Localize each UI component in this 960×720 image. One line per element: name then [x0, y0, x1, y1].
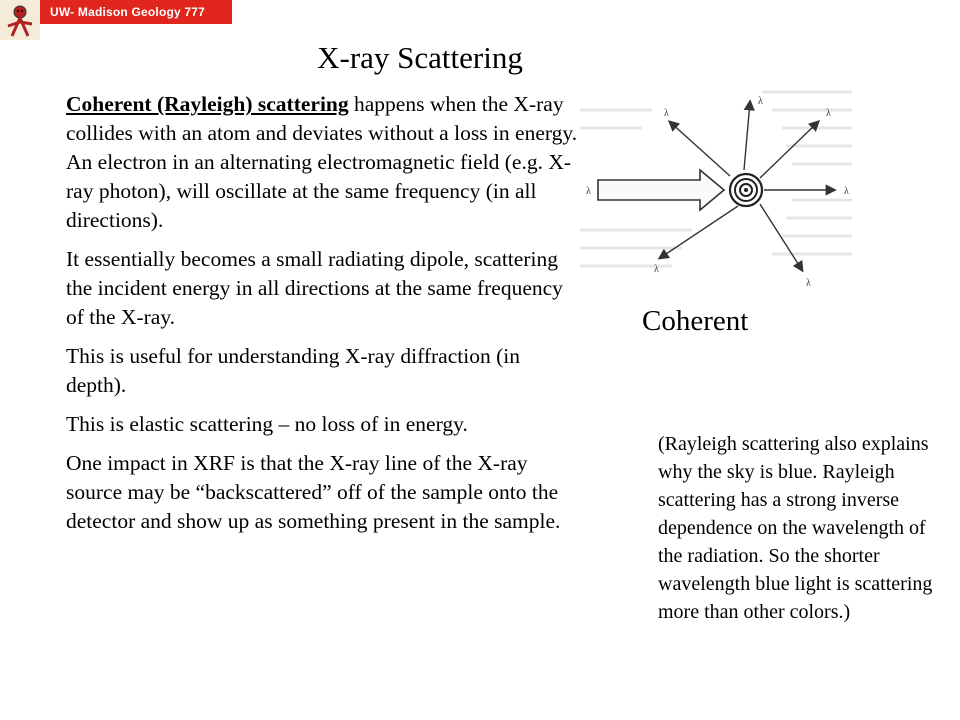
lead-term: Coherent (Rayleigh) scattering: [66, 92, 349, 116]
slide-title: X-ray Scattering: [317, 40, 523, 75]
incident-beam-arrow: [598, 170, 724, 210]
paragraph-diffraction: This is useful for understanding X-ray diffraction (in depth).: [66, 344, 520, 397]
lambda-upper-label: λ: [758, 96, 763, 107]
coherent-scattering-diagram: [572, 80, 858, 292]
main-text: [66, 90, 581, 546]
scattering-atom: [730, 174, 762, 206]
lambda-right-label: λ: [844, 186, 849, 197]
figure-caption: Coherent: [642, 305, 749, 337]
lambda-incident-label: λ: [586, 186, 591, 197]
lambda-lower-left-label: λ: [654, 264, 659, 275]
lambda-lower-right-label: λ: [806, 278, 811, 289]
faint-background-text: [580, 92, 852, 266]
paragraph-dipole: It essentially becomes a small radiating dipole, scattering the incident energy in all directions at the same frequency of the X-ray.: [66, 247, 563, 329]
lambda-upper-left-label: λ: [664, 108, 669, 119]
badger-mascot-icon: [0, 0, 40, 40]
side-note: (Rayleigh scattering also explains why the sky is blue. Rayleigh scattering has a strong inverse dependence on the wavelength of the radiation. So the shorter wavelength blue light is scattering more than other colors.): [658, 433, 933, 623]
paragraph-elastic: This is elastic scattering – no loss of in energy.: [66, 412, 468, 436]
paragraph-xrf-impact: One impact in XRF is that the X-ray line of the X-ray source may be “backscattered” off of the sample onto the detector and show up as something present in the sample.: [66, 451, 561, 533]
course-banner: UW- Madison Geology 777: [40, 0, 232, 24]
paragraph-coherent: [66, 90, 581, 235]
paragraph-coherent-rest: happens when the X-ray collides with an atom and deviates without a loss in energy. An electron in an alternating electromagnetic field (e.g. X-ray photon), will oscillate at the same frequency (in all directions).: [66, 92, 578, 232]
lambda-upper-right-label: λ: [826, 108, 831, 119]
